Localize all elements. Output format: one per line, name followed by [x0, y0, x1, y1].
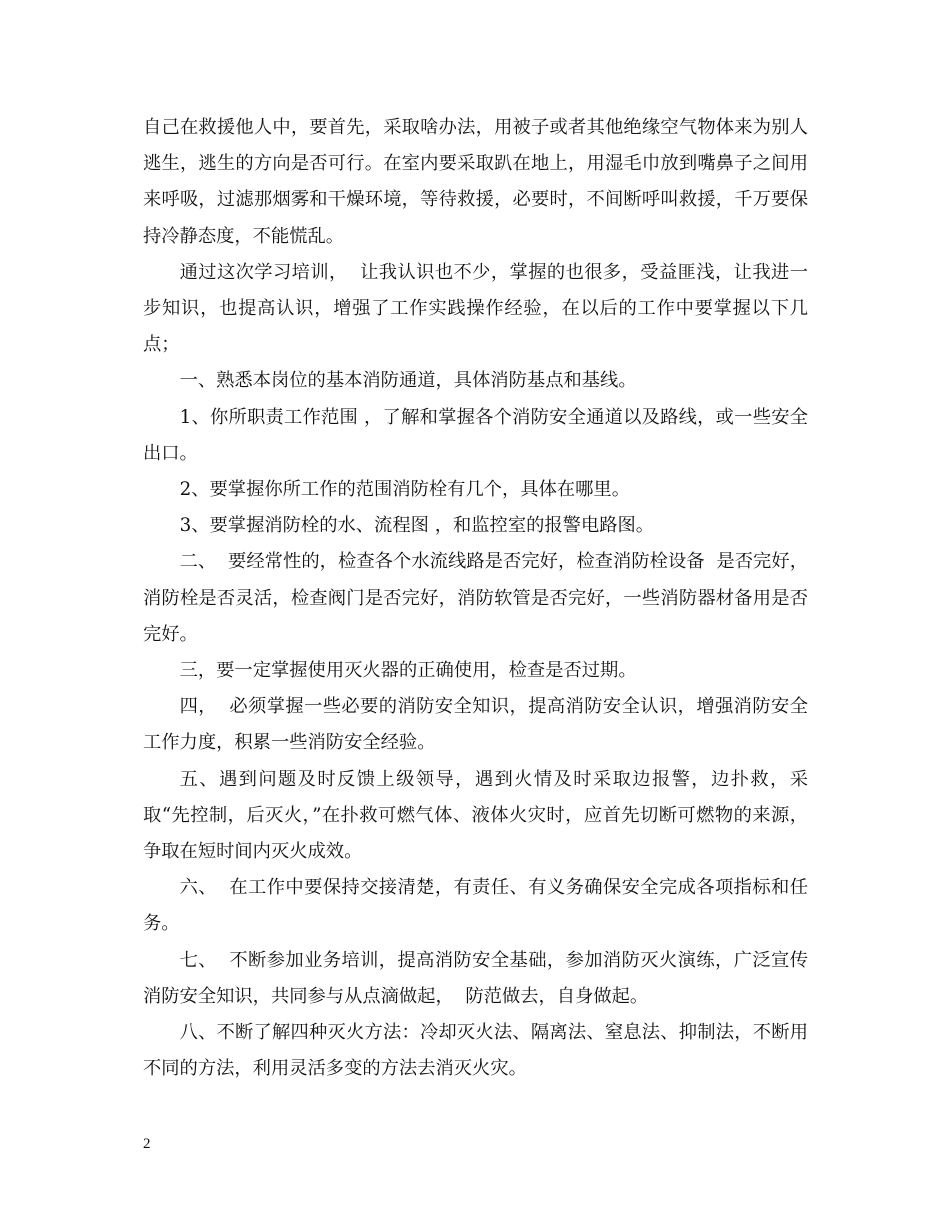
page-number: 2	[143, 1136, 151, 1152]
section-heading: 三，要一定掌握使用灭火器的正确使用，检查是否过期。	[179, 660, 637, 682]
paragraph: 通过这次学习培训， 让我认识也不少，掌握的也很多，受益匪浅，让我进一步知识，也提高认识，增强了工作实践操作经验，在以后的工作中要掌握以下几点；	[143, 261, 808, 356]
section-heading: 八、不断了解四种灭火方法：冷却灭火法、隔离法、窒息法、抑制法，不断用不同的方法，利用灵活多变的方法去消灭火灾。	[143, 1022, 808, 1080]
paragraph: 自己在救援他人中，要首先，采取啥办法，用被子或者其他绝缘空气物体来为别人逃生，逃生的方向是否可行。在室内要采取趴在地上，用湿毛巾放到嘴鼻子之间用来呼吸，过滤那烟雾和干燥环境，等待救援，必要时，不间断呼叫救援，千万要保持冷静态度，不能慌乱。	[143, 117, 808, 247]
section-heading: 五、遇到问题及时反馈上级领导，遇到火情及时采取边报警，边扑救，采取“先控制，后灭火，”在扑救可燃气体、液体火灾时，应首先切断可燃物的来源，争取在短时间内灭火成效。	[143, 768, 808, 863]
document-body	[143, 110, 808, 1087]
section-heading: 一、熟悉本岗位的基本消防通道，具体消防基点和基线。	[179, 370, 637, 392]
section-heading: 七、 不断参加业务培训，提高消防安全基础，参加消防灭火演练，广泛宣传消防安全知识，共同参与从点滴做起， 防范做去，自身做起。	[143, 949, 808, 1007]
list-item: 2、要掌握你所工作的范围消防栓有几个，具体在哪里。	[179, 479, 630, 501]
list-item: 1、你所职责工作范围 ，了解和掌握各个消防安全通道以及路线，或一些安全出口。	[143, 406, 808, 464]
section-heading: 六、 在工作中要保持交接清楚，有责任、有义务确保安全完成各项指标和任务。	[143, 877, 808, 935]
section-heading: 四， 必须掌握一些必要的消防安全知识，提高消防安全认识，增强消防安全工作力度，积累一些消防安全经验。	[143, 696, 808, 754]
section-heading: 二、 要经常性的，检查各个水流线路是否完好，检查消防栓设备 是否完好，消防栓是否灵活，检查阀门是否完好，消防软管是否完好，一些消防器材备用是否完好。	[143, 551, 808, 645]
list-item: 3、要掌握消防栓的水、流程图 ，和监控室的报警电路图。	[179, 515, 655, 537]
